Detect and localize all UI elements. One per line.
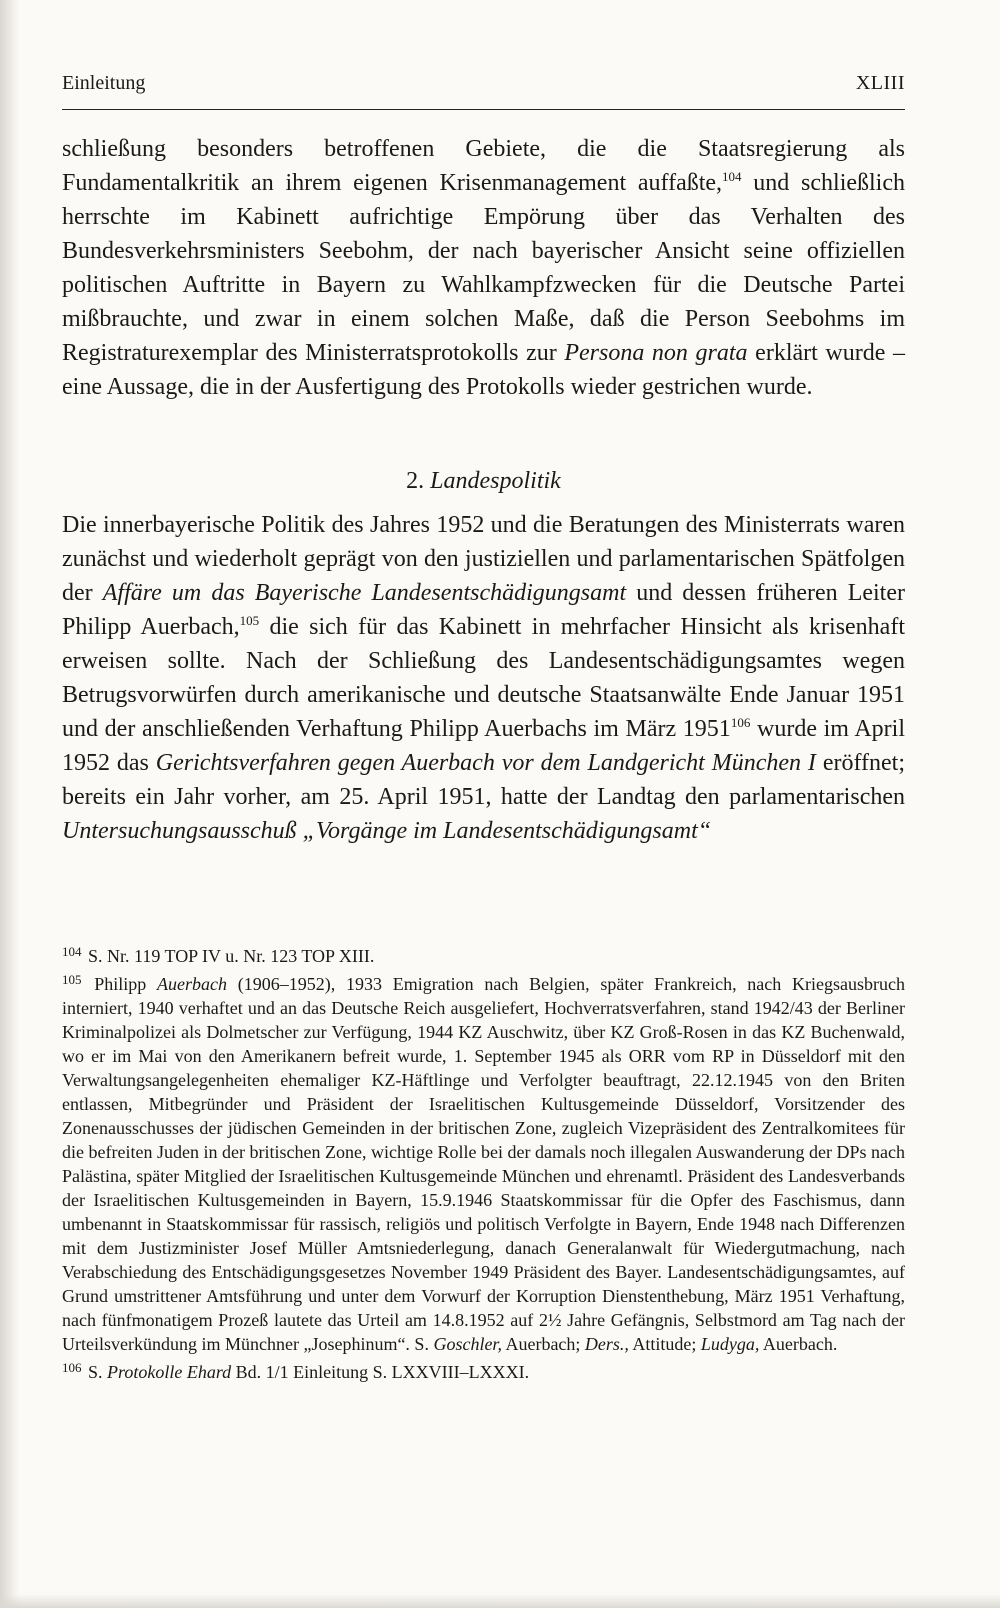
- page-number: XLIII: [855, 72, 905, 94]
- emphasis: Persona non grata: [564, 340, 748, 366]
- page-edge-shadow: [0, 0, 20, 1608]
- section-title: Landespolitik: [430, 468, 561, 494]
- page-bottom-shadow: [0, 1594, 1000, 1608]
- footnote-text: Auerbach.: [759, 1334, 838, 1354]
- emphasis: Ders.,: [584, 1334, 629, 1354]
- footnote-106: [62, 1356, 905, 1384]
- paragraph: [62, 508, 905, 848]
- body-text-continuation: [62, 132, 905, 404]
- header-rule: [62, 109, 905, 110]
- text-run: wurde im April 1952 das: [62, 716, 905, 776]
- footnote-text: Auerbach;: [501, 1334, 585, 1354]
- footnote-text: S. Nr. 119 TOP IV u. Nr. 123 TOP XIII.: [83, 946, 375, 966]
- text-run: erklärt wurde – eine Aussage, die in der Ausfertigung des Protokolls wieder gestrichen wurde.: [62, 340, 905, 400]
- body-text-section: [62, 508, 905, 848]
- emphasis: Goschler,: [433, 1334, 502, 1354]
- footnote-ref-104: 104: [722, 169, 742, 184]
- emphasis: Protokolle Ehard: [107, 1362, 232, 1382]
- footnote-ref-105: 105: [239, 613, 260, 628]
- emphasis: Auerbach: [157, 974, 227, 994]
- footnote-104: [62, 940, 905, 968]
- footnote-number: 104: [62, 944, 82, 959]
- footnote-105: [62, 968, 905, 1356]
- text-run: eröffnet; bereits ein Jahr vorher, am 25. April 1951, hatte der Landtag den parlamentarischen: [62, 750, 906, 810]
- footnote-text: Philipp: [83, 974, 157, 994]
- section-heading: [62, 464, 905, 498]
- emphasis: Gerichtsverfahren gegen Auerbach vor dem Landgericht München I: [155, 750, 816, 776]
- text-run: Die innerbayerische Politik des Jahres 1952 und die Beratungen des Ministerrats waren zunächst und wiederholt geprägt von den justiziellen und parlamentarischen Spätfolgen der: [62, 512, 905, 606]
- running-header-title: Einleitung: [62, 72, 146, 94]
- footnote-text: (1906–1952), 1933 Emigration nach Belgien, später Frankreich, nach Kriegsausbruch interniert, 1940 verhaftet und an das Deutsche Reich ausgeliefert, Hochverratsverfahren, stand 1942/43 der Berliner Kriminalpolizei als Dolmetscher zur Verfügung, 1944 KZ Auschwitz, über KZ Groß-Rosen in das KZ Buchenwald, wo er im Mai von den Amerikanern befreit wurde, 1. September 1945 als ORR vom RP in Düsseldorf mit den Verwaltungsangelegenheiten ehemaliger KZ-Häftlinge und Verfolgter beauftragt, 22.12.1945 von den Briten entlassen, Mitbegründer und Präsident der Israelitischen Kultusgemeinde Düsseldorf, Vorsitzender des Zonenausschusses der jüdischen Gemeinden in der britischen Zone, zugleich Vizepräsident des Zentralkomitees für die befreiten Juden in der britischen Zone, wichtige Rolle bei der damals noch illegalen Auswanderung der DPs nach Palästina, später Mitglied der Israelitischen Kultusgemeinde München und ehrenamtl. Präsident des Landesverbands der Israelitischen Kultusgemeinden in Bayern, 15.9.1946 Staatskommissar für die Opfer des Faschismus, dann umbenannt in Staatskommissar für rassisch, religiös und politisch Verfolgte in Bayern, Ende 1948 nach Differenzen mit dem Justizminister Josef Müller Amtsniederlegung, danach Generalanwalt für Wiedergutmachung, nach Verabschiedung des Entschädigungsgesetzes November 1949 Präsident des Bayer. Landesentschädigungsamtes, auf Grund umstrittener Amtsführung und unter dem Vorwurf der Korruption Dienstenthebung, März 1951 Verhaftung, nach fünfmonatigem Prozeß lautete das Urteil am 14.8.1952 auf 2½ Jahre Gefängnis, Selbstmord am Tag nach der Urteilsverkündung im Münchner „Josephinum“. S.: [62, 974, 905, 1354]
- text-run: und dessen früheren Leiter Philipp Auerbach,: [62, 580, 905, 640]
- text-run: und schließlich herrschte im Kabinett aufrichtige Empörung über das Verhalten des Bundesverkehrsministers Seebohm, der nach bayerischer Ansicht seine offiziellen politischen Auftritte in Bayern zu Wahlkampfzwecken für die Deutsche Partei mißbrauchte, und zwar in einem solchen Maße, daß die Person Seebohms im Registraturexemplar des Ministerratsprotokolls zur: [62, 170, 905, 366]
- footnotes: [62, 940, 905, 1384]
- emphasis: Untersuchungsausschuß „Vorgänge im Landesentschädigungsamt“: [62, 818, 712, 844]
- footnote-text: Bd. 1/1 Einleitung S. LXXVIII–LXXXI.: [231, 1362, 530, 1382]
- text-run: schließung besonders betroffenen Gebiete, die die Staatsregierung als Fundamentalkritik an ihrem eigenen Krisenmanagement auffaßte,: [62, 136, 905, 196]
- emphasis: Ludyga,: [700, 1334, 760, 1354]
- footnote-text: Attitude;: [628, 1334, 701, 1354]
- running-header: [62, 72, 905, 108]
- footnote-ref-106: 106: [730, 715, 751, 730]
- footnote-number: 105: [62, 972, 82, 987]
- footnote-number: 106: [62, 1360, 82, 1375]
- text-run: die sich für das Kabinett in mehrfacher Hinsicht als krisenhaft erweisen sollte. Nach der Schließung des Landesentschädigungsamtes wegen Betrugsvorwürfen durch amerikanische und deutsche Staatsanwälte Ende Januar 1951 und der anschließenden Verhaftung Philipp Auerbachs im März 1951: [62, 614, 905, 742]
- emphasis: Affäre um das Bayerische Landesentschädigungsamt: [102, 580, 627, 606]
- section-number: 2.: [406, 468, 431, 494]
- paragraph: [62, 132, 905, 404]
- footnote-text: S.: [83, 1362, 108, 1382]
